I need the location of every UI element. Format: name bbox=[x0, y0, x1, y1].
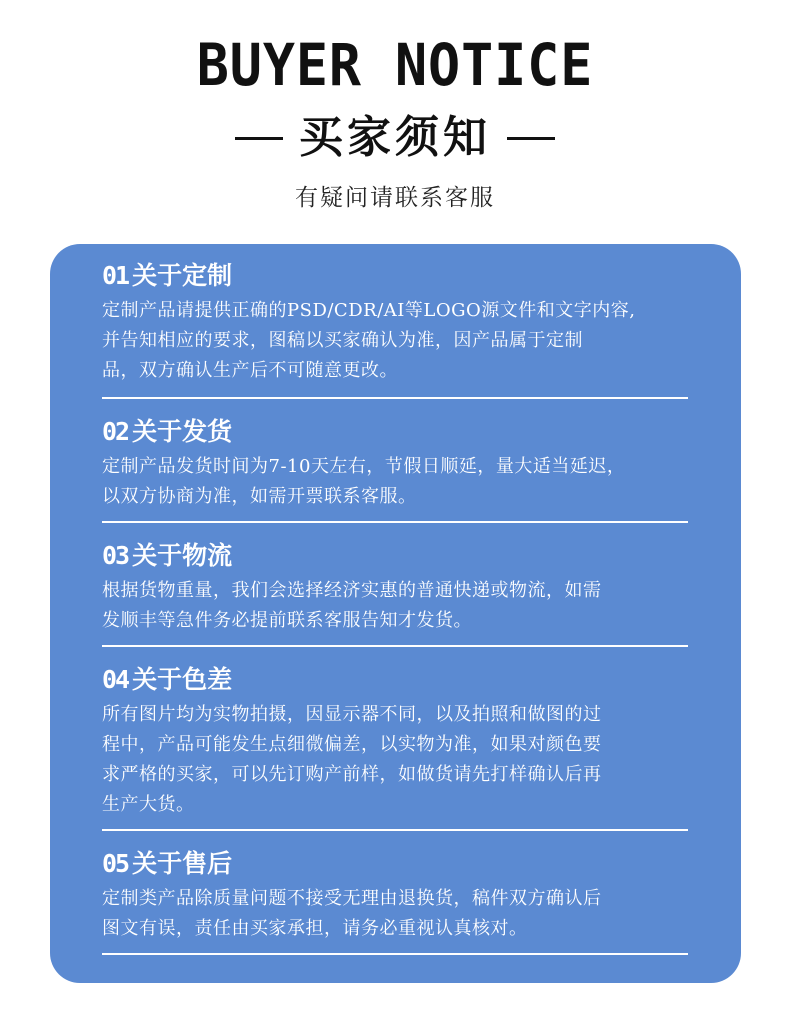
divider bbox=[102, 521, 688, 523]
section-heading: 关于发货 bbox=[132, 417, 233, 446]
section-line: 并告知相应的要求，图稿以买家确认为准，因产品属于定制 bbox=[102, 330, 583, 351]
section-line: 定制类产品除质量问题不接受无理由退换货，稿件双方确认后 bbox=[102, 888, 602, 909]
section-line: 定制产品请提供正确的PSD/CDR/AI等LOGO源文件和文字内容, bbox=[102, 300, 636, 321]
title-cn-row bbox=[0, 110, 790, 166]
section-line: 品，双方确认生产后不可随意更改。 bbox=[102, 360, 398, 381]
section-heading: 关于色差 bbox=[132, 665, 233, 694]
title-line-right bbox=[507, 137, 555, 140]
section-line: 根据货物重量，我们会选择经济实惠的普通快递或物流，如需 bbox=[102, 580, 602, 601]
divider bbox=[102, 645, 688, 647]
section-heading: 关于定制 bbox=[132, 261, 233, 290]
title-line-left bbox=[235, 137, 283, 140]
divider bbox=[102, 397, 688, 399]
section-title bbox=[102, 258, 688, 294]
section-number: 01 bbox=[102, 261, 129, 290]
section-body bbox=[102, 452, 688, 512]
section-line: 生产大货。 bbox=[102, 794, 195, 815]
section-logistics bbox=[102, 538, 688, 636]
section-title bbox=[102, 538, 688, 574]
section-number: 02 bbox=[102, 417, 129, 446]
title-cn: 买家须知 bbox=[299, 112, 491, 163]
section-number: 04 bbox=[102, 665, 129, 694]
section-heading: 关于售后 bbox=[132, 849, 233, 878]
section-body bbox=[102, 296, 688, 386]
divider bbox=[102, 829, 688, 831]
section-title bbox=[102, 662, 688, 698]
section-line: 求严格的买家，可以先订购产前样，如做货请先打样确认后再 bbox=[102, 764, 602, 785]
section-custom bbox=[102, 258, 688, 386]
section-body bbox=[102, 884, 688, 944]
divider bbox=[102, 953, 688, 955]
section-line: 图文有误，责任由买家承担，请务必重视认真核对。 bbox=[102, 918, 528, 939]
section-number: 05 bbox=[102, 849, 129, 878]
subtitle: 有疑问请联系客服 bbox=[295, 185, 495, 211]
section-line: 所有图片均为实物拍摄，因显示器不同，以及拍照和做图的过 bbox=[102, 704, 602, 725]
section-number: 03 bbox=[102, 541, 129, 570]
section-title bbox=[102, 414, 688, 450]
notice-panel bbox=[50, 244, 741, 983]
section-after-sales bbox=[102, 846, 688, 944]
section-shipping bbox=[102, 414, 688, 512]
section-line: 程中，产品可能发生点细微偏差，以实物为准，如果对颜色要 bbox=[102, 734, 602, 755]
section-heading: 关于物流 bbox=[132, 541, 233, 570]
section-color-difference bbox=[102, 662, 688, 820]
section-line: 以双方协商为准，如需开票联系客服。 bbox=[102, 486, 417, 507]
section-line: 定制产品发货时间为7-10天左右，节假日顺延，量大适当延迟， bbox=[102, 456, 626, 477]
section-line: 发顺丰等急件务必提前联系客服告知才发货。 bbox=[102, 610, 472, 631]
section-body bbox=[102, 700, 688, 820]
title-en: BUYER NOTICE bbox=[196, 31, 594, 99]
section-body bbox=[102, 576, 688, 636]
section-title bbox=[102, 846, 688, 882]
